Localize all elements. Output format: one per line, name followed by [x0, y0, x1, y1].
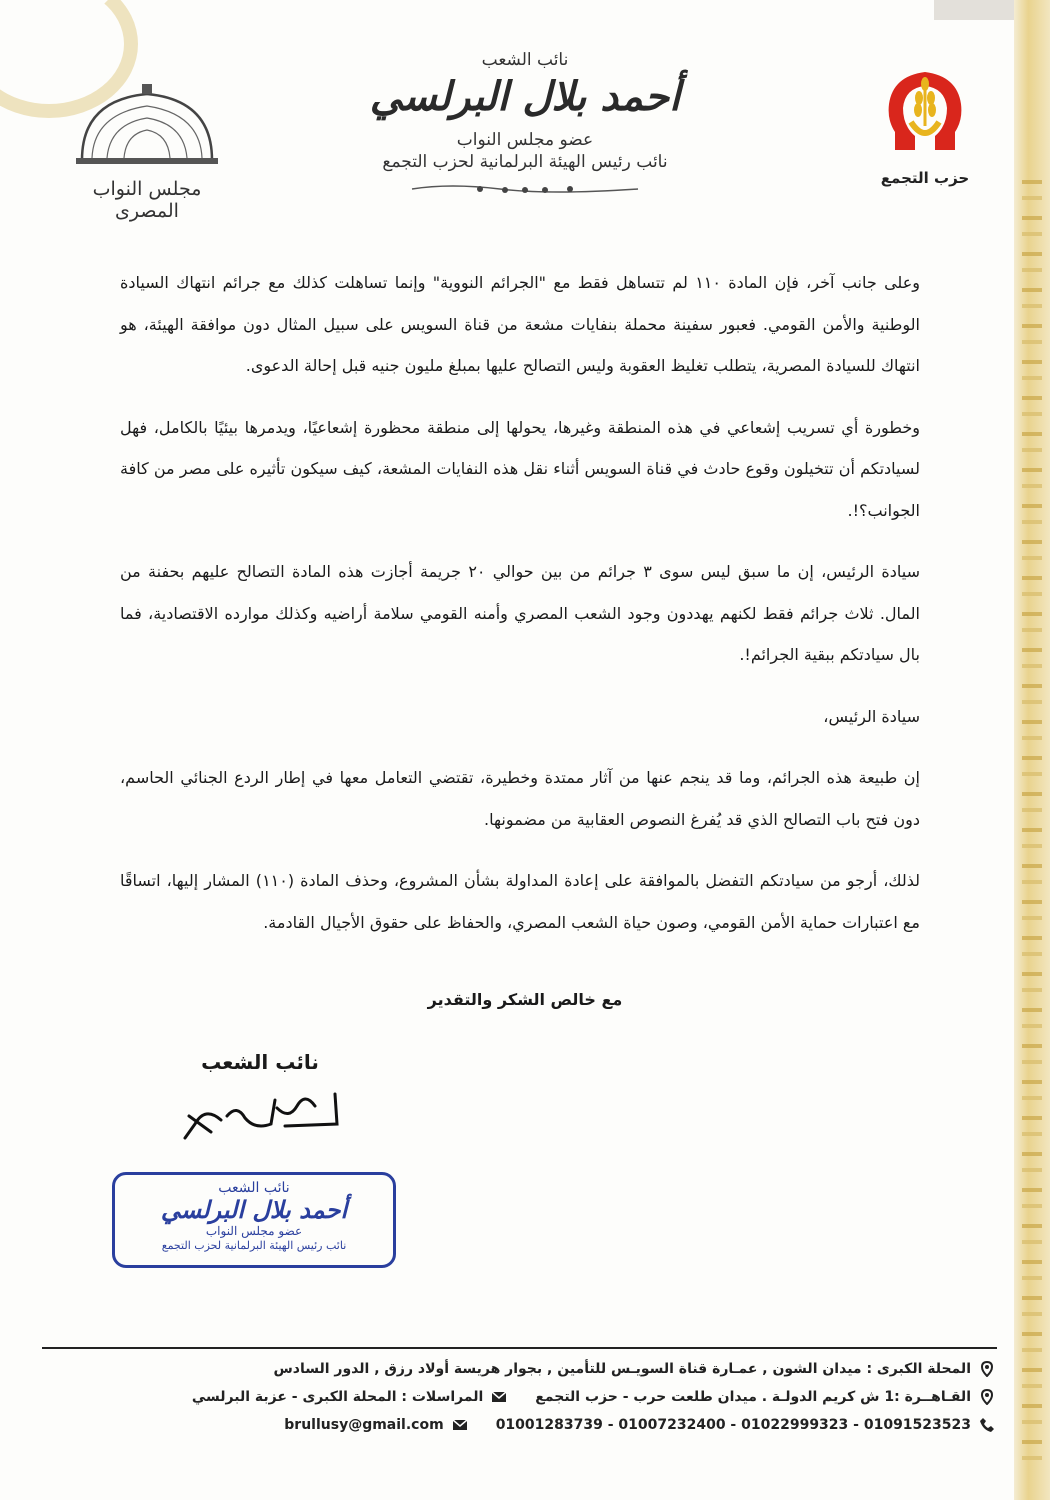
- address-cairo-text: القـاهــرة :1 ش كريم الدولـة . ميدان طلعت حرب - حزب التجمع: [535, 1389, 971, 1405]
- location-pin-icon: [979, 1361, 995, 1377]
- phones-text: 01091523523 - 01022999323 - 01007232400 - 01001283739: [495, 1417, 971, 1433]
- party-name: حزب التجمع: [880, 169, 970, 187]
- letter-body: [120, 262, 920, 963]
- stamp-membership: عضو مجلس النواب: [205, 1224, 303, 1238]
- stamp-role: نائب الشعب: [218, 1180, 290, 1196]
- correspondence-text: المراسلات : المحلة الكبرى - عزبة البرلسي: [191, 1389, 484, 1405]
- mp-membership: عضو مجلس النواب: [456, 130, 594, 150]
- paragraph-2: وخطورة أي تسريب إشعاعي في هذه المنطقة وغيرها، يحولها إلى منطقة محظورة إشعاعيًا، ويدمرها بيئيًا بالكامل، فهل لسيادتكم أن تتخيلون وقوع حادث في قناة السويس أثناء نقل هذه النفايات المشعة، كيف سيكون تأثيره على مصر من كافة الجوانب؟!.: [120, 417, 920, 520]
- parliament-logo: [62, 80, 232, 222]
- party-emblem-icon: [885, 62, 965, 157]
- paragraph-1: وعلى جانب آخر، فإن المادة ١١٠ لم تتساهل فقط مع "الجرائم النووية" وإنما تساهلت كذلك مع جرائم انتهاك السيادة الوطنية والأمن القومي. فعبور سفينة محملة بنفايات مشعة من قناة السويس على سبيل المثال دون موافقة الهيئة، هو انتهاك للسيادة المصرية، يتطلب تغليظ العقوبة وليس التصالح عليها بمبلغ مليون جنيه قبل إحالة الدعوى.: [120, 273, 920, 375]
- paragraph-6: لذلك، أرجو من سيادتكم التفضل بالموافقة على إعادة المداولة بشأن المشروع، وحذف المادة (١١٠) المشار إليها، اتساقًا مع اعتبارات حماية الأمن القومي، وصون حياة الشعب المصري، والحفاظ على حقوق الأجيال القادمة.: [120, 871, 921, 932]
- stamp-deputy: نائب رئيس الهيئة البرلمانية لحزب التجمع: [161, 1239, 347, 1252]
- page-corner: [934, 0, 1014, 20]
- envelope-icon: [491, 1389, 507, 1405]
- mp-name: أحمد بلال البرلسي: [369, 73, 681, 120]
- phone-icon: [979, 1417, 995, 1433]
- party-logo: [880, 62, 970, 188]
- paragraph-3: سيادة الرئيس، إن ما سبق ليس سوى ٣ جرائم من بين حوالي ٢٠ جريمة أجازت هذه المادة التصالح عليهم بحفنة من المال. ثلاث جرائم فقط لكنهم يهددون وجود الشعب المصري وأمنه القومي سلامة أراضيه وكذلك موارده الاقتصادية، فما بال سيادتكم ببقية الجرائم!.: [120, 562, 921, 664]
- divider-ornament-icon: [410, 182, 640, 196]
- mp-deputy-title: نائب رئيس الهيئة البرلمانية لحزب التجمع: [382, 152, 668, 172]
- footer-address-mahalla: [273, 1361, 995, 1377]
- letterhead: [360, 50, 690, 200]
- parliament-dome-icon: [72, 80, 222, 168]
- paragraph-4: سيادة الرئيس،: [823, 706, 920, 726]
- signature-title: نائب الشعب: [201, 1050, 319, 1074]
- mp-role: نائب الشعب: [481, 50, 569, 70]
- footer-address-cairo: [192, 1389, 995, 1405]
- envelope-icon: [452, 1417, 468, 1433]
- closing-line: مع خالص الشكر والتقدير: [427, 990, 623, 1009]
- location-pin-icon: [979, 1389, 995, 1405]
- footer-contact: [284, 1417, 995, 1433]
- paragraph-5: إن طبيعة هذه الجرائم، وما قد ينجم عنها من آثار ممتدة وخطيرة، تقتضي التعامل معها في إطار الردع الجنائي الحاسم، دون فتح باب التصالح الذي قد يُفرغ النصوص العقابية من مضمونها.: [120, 768, 920, 829]
- parliament-name: مجلس النواب المصرى: [92, 178, 202, 222]
- signature: [165, 1080, 345, 1140]
- address-mahalla-text: المحلة الكبرى : ميدان الشون , عمـارة قناة السويـس للتأمين , بجوار هريسة أولاد رزق , الدور السادس: [273, 1361, 971, 1377]
- official-stamp: [112, 1172, 396, 1268]
- email-text[interactable]: brullusy@gmail.com: [284, 1417, 444, 1433]
- stamp-name: أحمد بلال البرلسي: [160, 1195, 348, 1224]
- footer-divider: [42, 1347, 997, 1349]
- border-ornament: [1014, 0, 1050, 1500]
